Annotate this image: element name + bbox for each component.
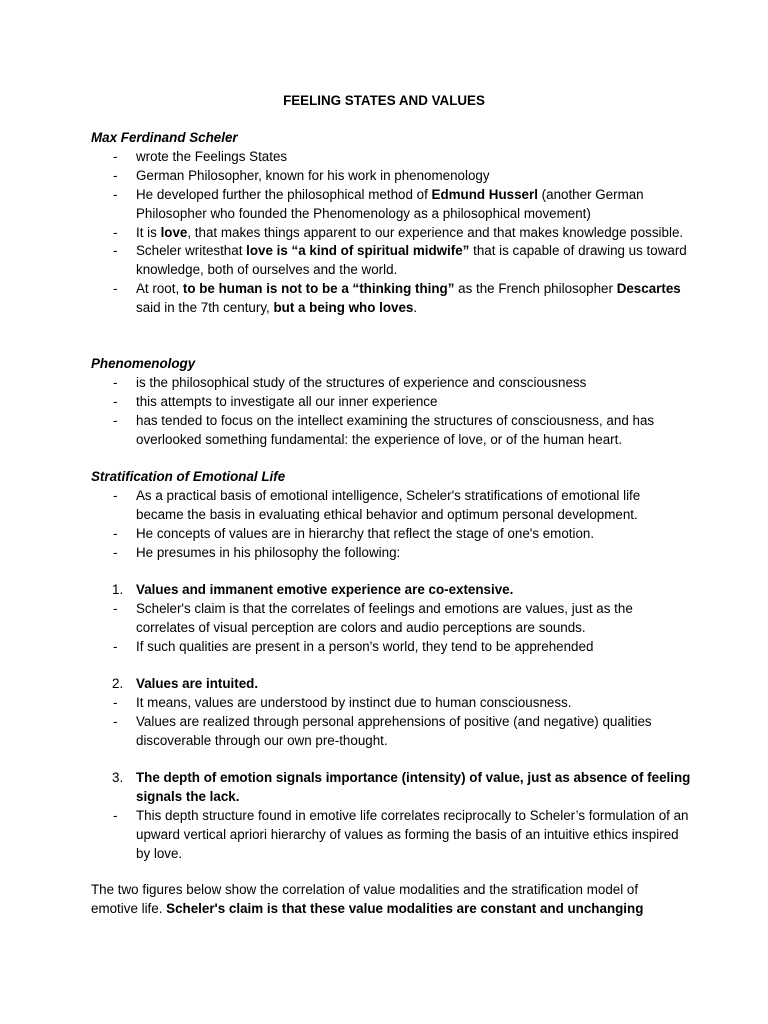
list-item: - He concepts of values are in hierarchy that reflect the stage of one's emotion.: [91, 525, 691, 544]
numbered-item: 1. Values and immanent emotive experience are co-extensive.: [91, 581, 691, 600]
list-item: - At root, to be human is not to be a “thinking thing” as the French philosopher Descartes said in the 7th century, but a being who loves.: [113, 281, 681, 316]
list-item: - German Philosopher, known for his work in phenomenology: [91, 167, 691, 186]
list-item: - It means, values are understood by instinct due to human consciousness.: [91, 694, 691, 713]
list-item: - Scheler's claim is that the correlates of feelings and emotions are values, just as the correlates of visual perception are colors and audio perceptions are sounds.: [113, 600, 633, 635]
dash-marker: -: [113, 412, 118, 428]
dash-marker: -: [113, 807, 118, 823]
numbered-point-3: [91, 769, 691, 864]
bullet-list: [91, 487, 691, 563]
bullet-list: [91, 374, 691, 450]
dash-marker: -: [113, 186, 118, 202]
dash-marker: -: [113, 167, 118, 183]
list-item: - Scheler writesthat love is “a kind of spiritual midwife” that is capable of drawing us toward knowledge, both of ourselves and the world.: [113, 243, 687, 278]
dash-marker: -: [113, 281, 118, 297]
dash-marker: -: [113, 393, 118, 409]
list-item: - It is love, that makes things apparent to our experience and that makes knowledge possible.: [91, 224, 691, 243]
list-item: - This depth structure found in emotive life correlates reciprocally to Scheler’s formulation of an upward vertical apriori hierarchy of values as forming the basis of an intuitive ethics inspired by love.: [113, 807, 689, 861]
number-marker: 1.: [112, 582, 124, 597]
number-marker: 2.: [112, 676, 124, 691]
section-heading: Max Ferdinand Scheler: [91, 130, 238, 145]
dash-marker: -: [113, 544, 118, 560]
bullet-list: [91, 148, 691, 318]
dash-marker: -: [113, 525, 118, 541]
list-item: - wrote the Feelings States: [91, 148, 691, 167]
dash-marker: -: [113, 638, 118, 654]
list-item: - this attempts to investigate all our inner experience: [91, 393, 691, 412]
section-phenomenology: [91, 355, 691, 450]
section-heading: Stratification of Emotional Life: [91, 469, 286, 484]
numbered-point-2: [91, 675, 691, 751]
list-item: - He developed further the philosophical method of Edmund Husserl (another German Philosopher who founded the Phenomenology as a philosophical movement): [113, 186, 644, 221]
dash-marker: -: [113, 694, 118, 710]
dash-marker: -: [113, 148, 118, 164]
list-item: - He presumes in his philosophy the following:: [91, 544, 691, 563]
numbered-item: 2. Values are intuited.: [91, 675, 691, 694]
section-scheler: [91, 129, 691, 318]
numbered-item: 3. The depth of emotion signals importance (intensity) of value, just as absence of feeling signals the lack.: [112, 770, 691, 804]
dash-marker: -: [113, 713, 118, 729]
list-item: - has tended to focus on the intellect examining the structures of consciousness, and has overlooked something fundamental: the experience of love, or of the human heart.: [113, 412, 655, 447]
closing-paragraph: The two figures below show the correlation of value modalities and the stratification model of emotive life. Scheler's claim is that these value modalities are constant and unchanging: [91, 882, 644, 916]
section-heading: Phenomenology: [91, 356, 196, 371]
dash-marker: -: [113, 600, 118, 616]
list-item: - Values are realized through personal apprehensions of positive (and negative) qualities discoverable through our own pre-thought.: [113, 713, 652, 748]
dash-marker: -: [113, 374, 118, 390]
numbered-point-1: [91, 581, 691, 657]
list-item: - If such qualities are present in a person's world, they tend to be apprehended: [91, 638, 691, 657]
number-marker: 3.: [112, 770, 124, 785]
page-title: FEELING STATES AND VALUES: [283, 93, 485, 108]
dash-marker: -: [113, 243, 118, 259]
list-item: - As a practical basis of emotional intelligence, Scheler's stratifications of emotional life became the basis in evaluating ethical behavior and optimum personal development.: [113, 487, 641, 522]
section-stratification: [91, 468, 691, 563]
list-item: - is the philosophical study of the structures of experience and consciousness: [91, 374, 691, 393]
dash-marker: -: [113, 487, 118, 503]
dash-marker: -: [113, 224, 118, 240]
